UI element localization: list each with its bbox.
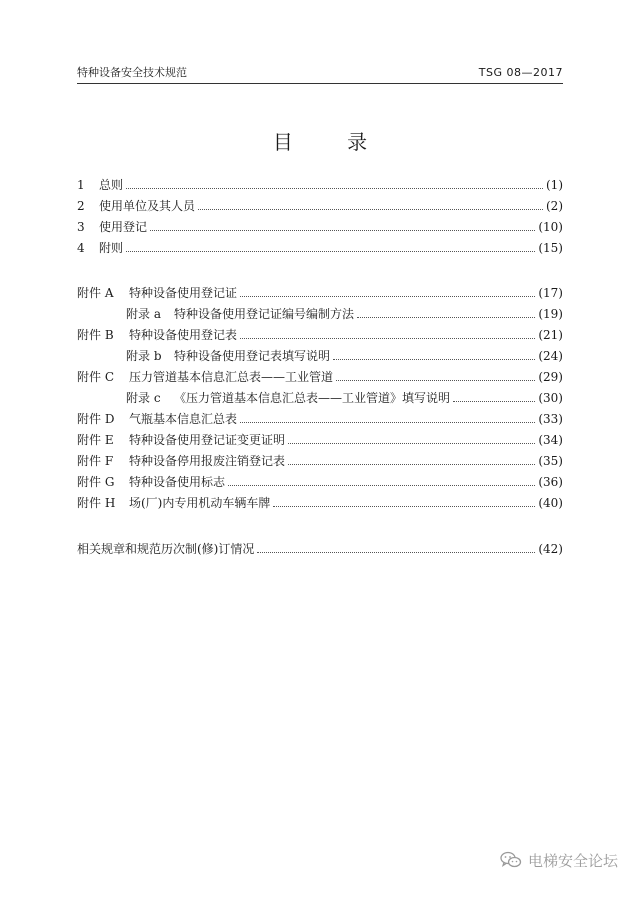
entry-page: (40) (538, 496, 563, 510)
watermark-text: 电梯安全论坛 (527, 851, 618, 870)
entry-number: 3 (77, 220, 85, 234)
entry-label: 压力管道基本信息汇总表——工业管道 (129, 370, 334, 384)
toc-entry-annex-c[interactable] (126, 389, 563, 407)
entry-page: (17) (538, 286, 563, 300)
entry-page: (36) (538, 475, 563, 489)
header-left: 特种设备安全技术规范 (77, 66, 187, 79)
entry-page: (15) (538, 241, 563, 255)
entry-page: (10) (538, 220, 563, 234)
entry-label: 特种设备停用报废注销登记表 (129, 454, 286, 468)
entry-label: 特种设备使用登记证 (129, 286, 238, 300)
toc-entry-appendix-b[interactable] (77, 326, 563, 344)
header-right: TSG 08—2017 (478, 66, 563, 79)
dot-leader (288, 442, 535, 444)
dot-leader (198, 208, 543, 210)
toc-entry-appendix-a[interactable] (77, 284, 563, 302)
entry-label: 使用单位及其人员 (99, 199, 196, 213)
dot-leader (288, 463, 535, 465)
entry-page: (34) (538, 433, 563, 447)
entry-label: 特种设备使用登记表填写说明 (174, 349, 331, 363)
entry-prefix: 附录 b (126, 349, 162, 363)
entry-page: (42) (538, 542, 563, 556)
entry-prefix: 附件 B (77, 328, 114, 342)
entry-page: (35) (538, 454, 563, 468)
toc-title: 目 录 (272, 130, 392, 154)
toc-entry-revision-history[interactable] (77, 540, 563, 558)
dot-leader (228, 484, 535, 486)
entry-page: (24) (538, 349, 563, 363)
entry-prefix: 附件 D (77, 412, 115, 426)
toc-entry-appendix-d[interactable] (77, 410, 563, 428)
entry-prefix: 附件 G (77, 475, 115, 489)
entry-prefix: 附录 a (126, 307, 161, 321)
entry-prefix: 附录 c (126, 391, 161, 405)
dot-leader (126, 187, 543, 189)
toc-entry-appendix-e[interactable] (77, 431, 563, 449)
entry-label: 特种设备使用登记证编号编制方法 (174, 307, 355, 321)
entry-label: 使用登记 (99, 220, 148, 234)
entry-number: 1 (77, 178, 85, 192)
entry-prefix: 附件 A (77, 286, 114, 300)
toc-entry-chapter-4[interactable] (77, 239, 563, 257)
dot-leader (273, 505, 535, 507)
toc-entry-annex-b[interactable] (126, 347, 563, 365)
dot-leader (336, 379, 535, 381)
entry-page: (29) (538, 370, 563, 384)
toc-entry-appendix-c[interactable] (77, 368, 563, 386)
entry-label: 场(厂)内专用机动车辆车牌 (129, 496, 271, 510)
wechat-icon (500, 851, 522, 869)
entry-page: (21) (538, 328, 563, 342)
dot-leader (126, 250, 535, 252)
entry-label: 特种设备使用登记证变更证明 (129, 433, 286, 447)
toc-entry-chapter-3[interactable] (77, 218, 563, 236)
entry-label: 特种设备使用标志 (129, 475, 226, 489)
dot-leader (240, 337, 535, 339)
toc-entry-appendix-f[interactable] (77, 452, 563, 470)
dot-leader (333, 358, 535, 360)
dot-leader (453, 400, 535, 402)
entry-page: (1) (546, 178, 563, 192)
entry-label: 附则 (99, 241, 124, 255)
dot-leader (257, 551, 535, 553)
toc-entry-annex-a[interactable] (126, 305, 563, 323)
entry-label: 气瓶基本信息汇总表 (129, 412, 238, 426)
entry-number: 4 (77, 241, 85, 255)
entry-label: 《压力管道基本信息汇总表——工业管道》填写说明 (174, 391, 451, 405)
entry-page: (33) (538, 412, 563, 426)
entry-prefix: 附件 H (77, 496, 116, 510)
toc-entry-appendix-g[interactable] (77, 473, 563, 491)
watermark (500, 849, 618, 871)
entry-page: (30) (538, 391, 563, 405)
dot-leader (240, 421, 535, 423)
entry-label: 特种设备使用登记表 (129, 328, 238, 342)
entry-label: 总则 (99, 178, 124, 192)
toc-entry-appendix-h[interactable] (77, 494, 563, 512)
entry-label: 相关规章和规范历次制(修)订情况 (77, 542, 255, 556)
entry-page: (2) (546, 199, 563, 213)
dot-leader (150, 229, 535, 231)
dot-leader (357, 316, 535, 318)
entry-page: (19) (538, 307, 563, 321)
toc-entry-chapter-1[interactable] (77, 176, 563, 194)
toc-entry-chapter-2[interactable] (77, 197, 563, 215)
entry-prefix: 附件 C (77, 370, 114, 384)
entry-number: 2 (77, 199, 85, 213)
entry-prefix: 附件 E (77, 433, 114, 447)
dot-leader (240, 295, 535, 297)
entry-prefix: 附件 F (77, 454, 114, 468)
